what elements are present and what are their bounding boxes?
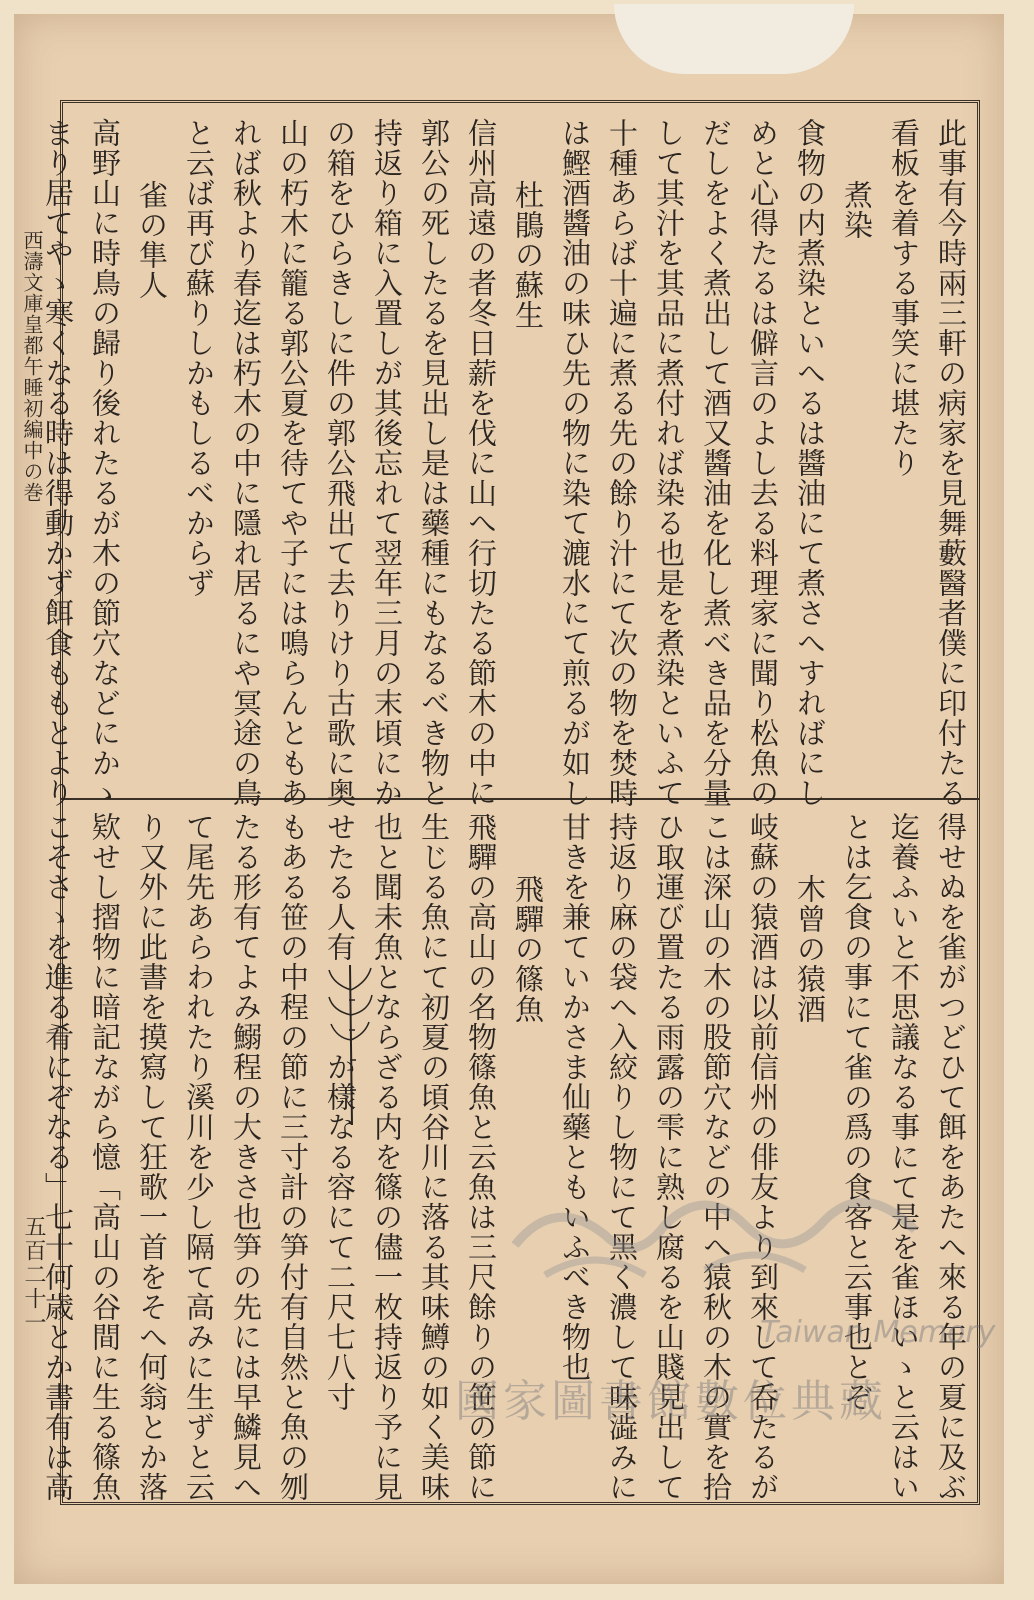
text-column: 高野山に時鳥の歸り後れたるが木の節穴などにかゝ bbox=[88, 118, 122, 808]
section-heading: 雀の隼人 bbox=[135, 180, 169, 300]
text-column: て尾先あらわれたり溪川を少し隔て高みに生ずと云 bbox=[182, 812, 216, 1502]
text-column: 食物の内煮染といへるは醬油にて煮さへすればにし bbox=[793, 118, 827, 808]
text-column: とは乞食の事にて雀の爲の食客と云事也とぞ bbox=[840, 812, 874, 1412]
text-column: めと心得たるは僻言のよし去る料理家に聞り松魚の bbox=[746, 118, 780, 808]
page-notch bbox=[614, 4, 854, 74]
text-column: の箱をひらきしに件の郭公飛出て去りけり古歌に奥 bbox=[323, 118, 357, 808]
text-column: 欵せし摺物に暗記ながら憶「高山の谷間に生る篠魚 bbox=[88, 812, 122, 1502]
text-column: 持返り麻の袋へ入絞りし物にて黑く濃して味澁みに bbox=[605, 812, 639, 1502]
text-column: 信州高遠の者冬日薪を伐に山へ行切たる節木の中に bbox=[464, 118, 498, 808]
page-number: 五百二十一 bbox=[21, 1215, 46, 1335]
section-heading: 煮染 bbox=[840, 180, 874, 240]
panel-divider bbox=[60, 798, 980, 800]
library-seal-watermark bbox=[505, 1185, 925, 1295]
text-column: 得せぬを雀がつどひて餌をあたへ來る年の夏に及ぶ bbox=[934, 812, 968, 1502]
text-column: 也と聞未魚とならざる内を篠の儘一枚持返り予に見 bbox=[370, 812, 404, 1502]
text-column: して其汁を其品に煮付れば染る也是を煮染といふて bbox=[652, 118, 686, 808]
section-heading: 杜鵑の蘇生 bbox=[511, 180, 545, 330]
watermark-en: Taiwan Memory bbox=[760, 1315, 996, 1350]
text-column: 十種あらば十遍に煮る先の餘り汁にて次の物を焚時 bbox=[605, 118, 639, 808]
section-heading: 飛驒の篠魚 bbox=[511, 874, 545, 1024]
text-column: 飛驒の高山の名物篠魚と云魚は三尺餘りの笹の節に bbox=[464, 812, 498, 1502]
text-column: 迄養ふいと不思議なる事にて是を雀ほいゝと云はい bbox=[887, 812, 921, 1502]
text-column: と云ば再び蘇りしかもしるべからず bbox=[182, 118, 216, 598]
text-column: り又外に此書を摸寫して狂歌一首をそへ何翁とか落 bbox=[135, 812, 169, 1502]
text-column: こは深山の木の股節穴などの中へ猿秋の木の實を拾 bbox=[699, 812, 733, 1502]
text-column: 生じる魚にて初夏の頃谷川に落る其味鱒の如く美味 bbox=[417, 812, 451, 1502]
text-column: は鰹酒醬油の味ひ先の物に染て漉水にて煎るが如し bbox=[558, 118, 592, 808]
text-column: まり居てやゝ寒くなる時は得動かず餌食ももとより bbox=[41, 118, 75, 808]
text-column: だしをよく煮出して酒又醬油を化し煮べき品を分量 bbox=[699, 118, 733, 808]
text-column: 郭公の死したるを見出し是は藥種にもなるべき物と bbox=[417, 118, 451, 808]
watermark-zh: 國家圖書館數位典藏 bbox=[455, 1376, 887, 1427]
running-head: 西濤文庫皇都午睡初編中の巻 bbox=[20, 230, 44, 503]
text-column: たる形有てよみ鰯程の大きさ也笋の先には早鱗見へ bbox=[229, 812, 263, 1502]
text-column: ひ取運び置たる雨露の雫に熟し腐るを山賤見出して bbox=[652, 812, 686, 1502]
text-column: せたる人有 か樣なる容にて二尺七八寸 bbox=[323, 812, 357, 1412]
text-column: 持返り箱に入置しが其後忘れて翌年三月の末頃にか bbox=[370, 118, 404, 808]
text-column: れば秋より春迄は朽木の中に隱れ居るにや冥途の鳥 bbox=[229, 118, 263, 808]
text-column: もある笹の中程の節に三寸計の笋付有自然と魚の刎 bbox=[276, 812, 310, 1502]
section-heading: 木曾の猿酒 bbox=[793, 874, 827, 1024]
text-column: 甘きを兼ていかさま仙藥ともいふべき物也 bbox=[558, 812, 592, 1382]
text-column: 山の朽木に籠る郭公夏を待てや子には鳴らんともあ bbox=[276, 118, 310, 808]
text-column: 看板を着する事笑に堪たり bbox=[887, 118, 921, 478]
text-column: 岐蘇の猿酒は以前信州の俳友より到來して呑たるが bbox=[746, 812, 780, 1502]
text-column: 此事有今時兩三軒の病家を見舞藪醫者僕に印付たる bbox=[934, 118, 968, 808]
text-column: こそさゝを進る肴にぞなる」七十何歳とか書有は高 bbox=[41, 812, 75, 1502]
top-text-panel bbox=[41, 118, 974, 808]
bamboo-illustration bbox=[325, 960, 375, 1130]
